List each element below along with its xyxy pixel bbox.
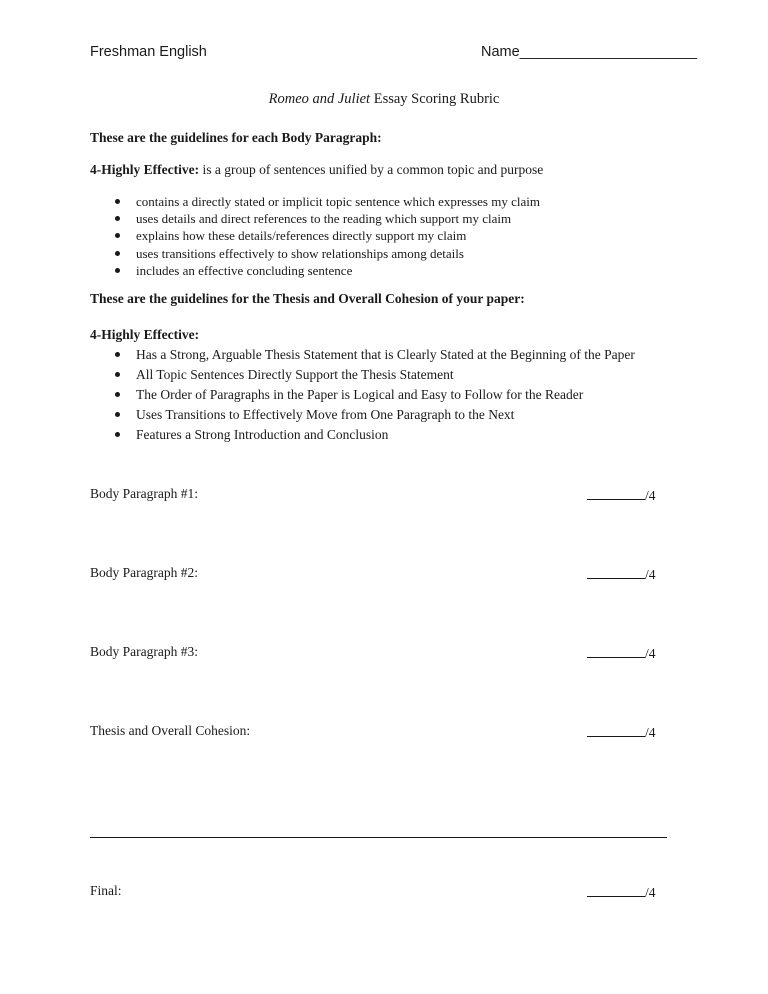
list-item: contains a directly stated or implicit topic sentence which expresses my claim (113, 193, 540, 210)
thesis-guidelines-list (113, 345, 635, 445)
body-guidelines-heading: These are the guidelines for each Body Paragraph: (90, 130, 382, 145)
score-blank (587, 723, 645, 737)
score-blank (587, 644, 645, 658)
body-level-description (90, 162, 543, 178)
list-item: Uses Transitions to Effectively Move from One Paragraph to the Next (113, 405, 635, 425)
divider-line (90, 837, 667, 838)
list-item: explains how these details/references directly support my claim (113, 227, 540, 244)
thesis-guidelines-heading: These are the guidelines for the Thesis and Overall Cohesion of your paper: (90, 291, 525, 306)
score-field-body-3 (587, 644, 656, 662)
score-blank (587, 565, 645, 579)
score-label-body-3: Body Paragraph #3: (90, 644, 198, 659)
title-rest: Essay Scoring Rubric (370, 91, 500, 107)
score-out-of: /4 (645, 567, 656, 582)
score-label-body-1: Body Paragraph #1: (90, 486, 198, 501)
list-item: Features a Strong Introduction and Conclusion (113, 425, 635, 445)
course-name: Freshman English (90, 44, 207, 60)
list-item: All Topic Sentences Directly Support the Thesis Statement (113, 365, 635, 385)
list-item: uses details and direct references to the reading which support my claim (113, 210, 540, 227)
student-name-field (481, 44, 697, 60)
score-out-of: /4 (645, 646, 656, 661)
score-out-of: /4 (645, 488, 656, 503)
thesis-level-label: 4-Highly Effective: (90, 327, 200, 342)
score-blank (587, 883, 645, 897)
score-field-body-2 (587, 565, 656, 583)
list-item: Has a Strong, Arguable Thesis Statement that is Clearly Stated at the Beginning of the Paper (113, 345, 635, 365)
final-score-label: Final: (90, 883, 122, 898)
title-italic: Romeo and Juliet (268, 91, 371, 107)
score-field-body-1 (587, 486, 656, 504)
score-out-of: /4 (645, 725, 656, 740)
list-item: The Order of Paragraphs in the Paper is Logical and Easy to Follow for the Reader (113, 385, 635, 405)
page-title (0, 91, 768, 108)
score-label-thesis: Thesis and Overall Cohesion: (90, 723, 251, 738)
list-item: uses transitions effectively to show relationships among details (113, 245, 540, 262)
name-label: Name (481, 44, 520, 60)
score-blank (587, 486, 645, 500)
name-blank: ______________________ (519, 44, 698, 60)
final-score-field (587, 883, 656, 901)
list-item: includes an effective concluding sentence (113, 262, 540, 279)
score-out-of: /4 (645, 885, 656, 900)
body-guidelines-list (113, 193, 540, 279)
body-level-label: 4-Highly Effective: (90, 162, 200, 177)
body-level-desc: is a group of sentences unified by a common topic and purpose (199, 162, 544, 177)
score-label-body-2: Body Paragraph #2: (90, 565, 198, 580)
score-field-thesis (587, 723, 656, 741)
